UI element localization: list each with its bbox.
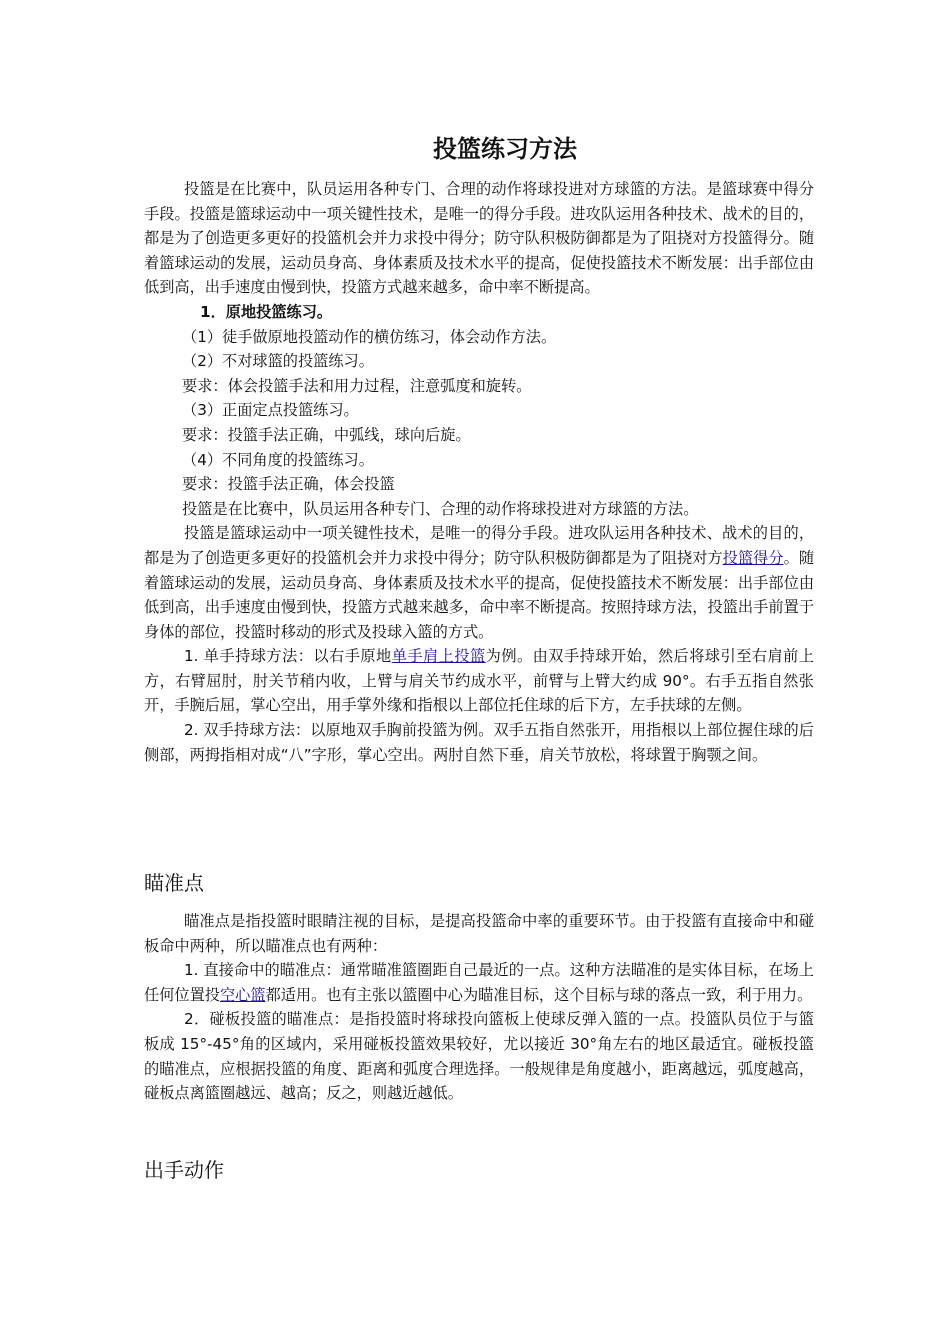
- section1-item: 要求：投篮手法正确，中弧线，球向后旋。: [182, 425, 471, 444]
- link-one-hand-shoulder-shot[interactable]: 单手肩上投篮: [391, 647, 486, 666]
- section1-item: 要求：投篮手法正确，体会投篮: [182, 475, 395, 494]
- paragraph-scoring: [144, 521, 814, 644]
- paragraph-text: 都适用。也有主张以篮圈中心为瞄准目标，这个目标与球的落点一致，利于用力。: [265, 985, 813, 1004]
- section-heading-release: 出手动作: [144, 1158, 224, 1182]
- paragraph-text: 1. 单手持球方法：以右手原地: [184, 647, 392, 666]
- paragraph-text: 为例。由双手持球开始，然后将球引至右肩前上方，右臂屈肘，肘关节稍内收，上臂与肩关节约成水平，前臂与上臂大约成 90°。右手五指自然张开，手腕后屈，掌心空出，用手掌外缘和指根以上部位托住球的后下方，左手扶球的左侧。: [144, 647, 815, 715]
- paragraph-text: 投篮是篮球运动中一项关键性技术，是唯一的得分手段。进攻队运用各种技术、战术的目的，都是为了创造更多更好的投篮机会并力求投中得分；防守队积极防御都是为了阻挠对方: [144, 524, 814, 567]
- section1-item: （3）正面定点投篮练习。: [182, 401, 359, 420]
- section1-item: （1）徒手做原地投篮动作的横仿练习，体会动作方法。: [182, 327, 557, 346]
- aim-direct-paragraph: [144, 958, 814, 1007]
- paragraph-text: 。随着篮球运动的发展，运动员身高、身体素质及技术水平的提高，促使投篮技术不断发展：出手部位由低到高，出手速度由慢到快，投篮方式越来越多，命中率不断提高。按照持球方法，投篮出手前置于身体的部位，投篮时移动的形式及投球入篮的方式。: [144, 548, 815, 641]
- aim-block: [144, 909, 814, 1106]
- intro-block: [144, 177, 814, 767]
- section1-item: （4）不同角度的投篮练习。: [182, 450, 374, 469]
- link-swish-shot[interactable]: 空心篮: [219, 985, 266, 1004]
- section1-item: （2）不对球篮的投篮练习。: [182, 352, 374, 371]
- paragraph-two-hand-grip: 2. 双手持球方法：以原地双手胸前投篮为例。双手五指自然张开，用指根以上部位握住球的后侧部，两拇指相对成“八”字形，掌心空出。两肘自然下垂，肩关节放松，将球置于胸颚之间。: [144, 721, 814, 764]
- paragraph-one-hand-grip: [144, 644, 814, 718]
- aim-intro-paragraph: 瞄准点是指投篮时眼睛注视的目标，是提高投篮命中率的重要环节。由于投篮有直接命中和碰板命中两种，所以瞄准点也有两种：: [144, 912, 814, 955]
- section1-item: 投篮是在比赛中，队员运用各种专门、合理的动作将球投进对方球篮的方法。: [182, 499, 699, 518]
- document-title: 投篮练习方法: [433, 135, 577, 163]
- paragraph-text: 1. 直接命中的瞄准点：通常瞄准篮圈距自己最近的一点。这种方法瞄准的是实体目标，在场上任何位置投: [144, 961, 814, 1004]
- link-shot-scoring[interactable]: 投篮得分: [722, 548, 784, 567]
- intro-paragraph: 投篮是在比赛中，队员运用各种专门、合理的动作将球投进对方球篮的方法。是篮球赛中得分手段。投篮是篮球运动中一项关键性技术，是唯一的得分手段。进攻队运用各种技术、战术的目的，都是为了创造更多更好的投篮机会并力求投中得分；防守队积极防御都是为了阻挠对方投篮得分。随着篮球运动的发展，运动员身高、身体素质及技术水平的提高，促使投篮技术不断发展：出手部位由低到高，出手速度由慢到快，投篮方式越来越多，命中率不断提高。: [144, 180, 814, 297]
- section-heading-aim-point: 瞄准点: [144, 871, 204, 895]
- aim-bank-paragraph: 2．碰板投篮的瞄准点：是指投篮时将球投向篮板上使球反弹入篮的一点。投篮队员位于与篮板成 15°-45°角的区域内，采用碰板投篮效果较好，尤以接近 30°角左右的地区最适宜。碰板投篮的瞄准点，应根据投篮的角度、距离和弧度合理选择。一般规律是角度越小，距离越远，弧度越高，碰板点离篮圈越远、越高；反之，则越近越低。: [144, 1010, 814, 1103]
- section1-heading: 1．原地投篮练习。: [200, 302, 333, 321]
- section1-item: 要求：体会投篮手法和用力过程，注意弧度和旋转。: [182, 376, 532, 395]
